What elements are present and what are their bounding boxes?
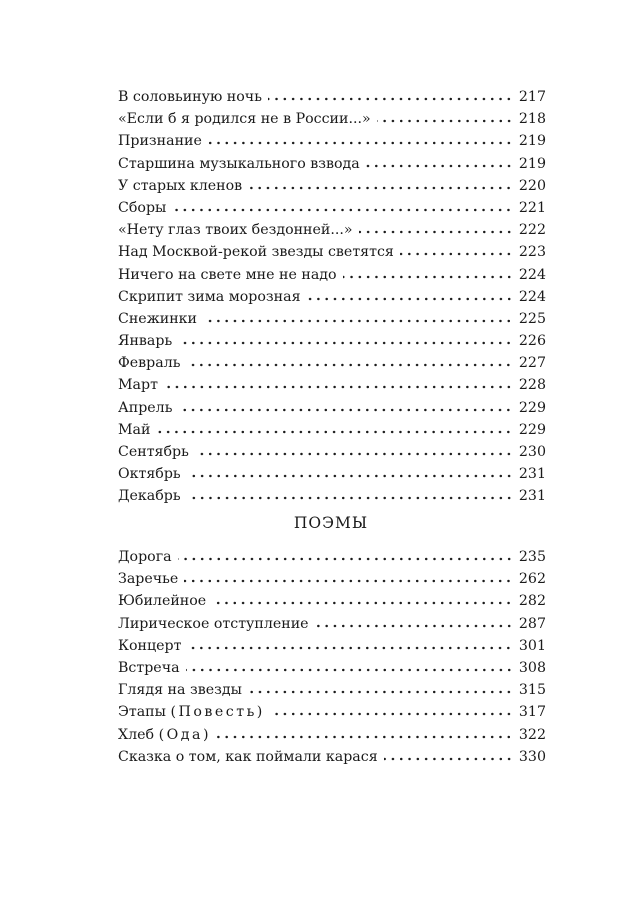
entry-title [118, 308, 203, 330]
toc-entry[interactable] [118, 175, 546, 197]
dot-leader [248, 186, 513, 190]
toc-entry[interactable] [118, 701, 546, 723]
page-number: 228 [518, 377, 546, 394]
toc-entry[interactable] [118, 130, 546, 152]
toc-entry[interactable] [118, 568, 546, 590]
toc-entry[interactable] [118, 590, 546, 612]
dot-leader [187, 496, 513, 500]
dot-leader [186, 363, 512, 367]
dot-leader [384, 757, 513, 761]
entry-title-text: Февраль [118, 355, 181, 372]
toc-entry[interactable] [118, 613, 546, 635]
dot-leader [187, 646, 512, 650]
toc-entry[interactable] [118, 219, 546, 241]
entry-title [118, 724, 217, 746]
entry-title-text: В соловьиную ночь [118, 89, 262, 105]
toc-entry[interactable] [118, 441, 546, 463]
entry-title [118, 197, 172, 219]
entry-title-text: Глядя на звезды [118, 682, 242, 699]
page-number: 235 [518, 549, 546, 565]
dot-leader [195, 452, 513, 456]
entry-title-text: У старых кленов [118, 177, 243, 194]
page-number: 222 [518, 222, 546, 239]
entry-title-text: Январь [118, 333, 173, 350]
page-number: 227 [518, 355, 546, 372]
entry-title-text: «Нету глаз твоих бездонней...» [118, 222, 353, 239]
dot-leader [212, 601, 513, 605]
entry-title [118, 419, 156, 441]
dot-leader [359, 230, 513, 234]
entry-title-text: Декабрь [118, 488, 181, 505]
entry-title [118, 613, 315, 635]
toc-entry[interactable] [118, 308, 546, 330]
page-number: 220 [518, 177, 546, 194]
toc-entry[interactable] [118, 397, 546, 419]
page-number: 225 [518, 310, 546, 327]
page-number: 322 [518, 726, 546, 743]
toc-entry[interactable] [118, 724, 546, 746]
page-number: 223 [518, 244, 546, 261]
dot-leader [271, 712, 513, 716]
entry-title [118, 635, 187, 657]
page-number: 287 [518, 615, 546, 632]
page-number: 315 [518, 682, 546, 699]
dot-leader [307, 297, 513, 301]
entry-title [118, 153, 366, 175]
page-number: 330 [518, 748, 546, 765]
entry-subtitle: (Повесть) [170, 704, 265, 721]
entry-title-text: Встреча [118, 659, 180, 676]
dot-leader [186, 668, 513, 672]
entry-title [118, 701, 271, 723]
page-number: 282 [518, 593, 546, 610]
entry-title [118, 374, 164, 396]
page-number: 219 [518, 133, 546, 150]
page-number: 308 [518, 659, 546, 676]
toc-entry[interactable] [118, 352, 546, 374]
toc-list-poems [118, 86, 546, 508]
dot-leader [178, 341, 513, 345]
entry-title [118, 546, 178, 568]
toc-entry[interactable] [118, 197, 546, 219]
entry-title [118, 568, 184, 590]
page-number: 231 [518, 466, 546, 483]
dot-leader [366, 164, 513, 168]
toc-entry[interactable] [118, 264, 546, 286]
entry-title-text: Признание [118, 133, 202, 150]
toc-entry[interactable] [118, 546, 546, 568]
entry-title [118, 657, 186, 679]
entry-title [118, 286, 307, 308]
entry-title [118, 86, 268, 108]
page-number: 226 [518, 333, 546, 350]
entry-title-text: Старшина музыкального взвода [118, 155, 360, 172]
section-heading: ПОЭМЫ [293, 514, 369, 532]
dot-leader [178, 408, 512, 412]
entry-title [118, 352, 186, 374]
entry-title-text: Сборы [118, 199, 167, 216]
dot-leader [315, 624, 513, 628]
entry-title-text: Сказка о том, как поймали карася [118, 748, 378, 765]
toc-entry[interactable] [118, 286, 546, 308]
toc-entry[interactable] [118, 485, 546, 507]
dot-leader [248, 690, 513, 694]
toc-entry[interactable] [118, 330, 546, 352]
dot-leader [208, 141, 513, 145]
entry-title [118, 330, 178, 352]
entry-title-text: Снежинки [118, 310, 197, 327]
entry-title-text: Этапы [118, 704, 166, 721]
entry-title-text: Хлеб [118, 726, 155, 743]
dot-leader [187, 474, 513, 478]
entry-title [118, 241, 400, 263]
toc-entry[interactable] [118, 153, 546, 175]
page-number: 317 [518, 704, 546, 721]
page-number: 221 [518, 199, 546, 216]
toc-list-long-poems [118, 546, 546, 768]
dot-leader [184, 579, 513, 583]
toc-entry[interactable] [118, 746, 546, 768]
toc-entry[interactable] [118, 635, 546, 657]
entry-title [118, 485, 187, 507]
entry-title-text: Заречье [118, 571, 179, 588]
dot-leader [178, 557, 513, 561]
dot-leader [172, 208, 513, 212]
entry-title [118, 679, 248, 701]
dot-leader [164, 385, 513, 389]
entry-title [118, 441, 195, 463]
entry-title [118, 219, 359, 241]
page-number: 217 [518, 89, 546, 105]
entry-title-text: Над Москвой-рекой звезды светятся [118, 244, 394, 261]
entry-title-text: Дорога [118, 549, 172, 565]
entry-title-text: Март [118, 377, 158, 394]
dot-leader [400, 252, 513, 256]
page-number: 229 [518, 421, 546, 438]
dot-leader [268, 97, 513, 101]
page-number: 231 [518, 488, 546, 505]
entry-title [118, 746, 384, 768]
dot-leader [343, 275, 513, 279]
page-number: 301 [518, 637, 546, 654]
entry-title-text: Май [118, 421, 151, 438]
page-number: 230 [518, 444, 546, 460]
toc-entry[interactable] [118, 679, 546, 701]
page-number: 229 [518, 399, 546, 416]
dot-leader [377, 119, 513, 123]
toc-entry[interactable] [118, 419, 546, 441]
entry-title [118, 108, 377, 130]
page-number: 219 [518, 155, 546, 172]
page-number: 218 [518, 111, 546, 128]
dot-leader [217, 735, 513, 739]
entry-title-text: Лирическое отступление [118, 615, 309, 632]
entry-title-text: Октябрь [118, 466, 181, 483]
entry-subtitle: (Ода) [158, 726, 211, 743]
entry-title-text: Сентябрь [118, 444, 189, 460]
toc-entry[interactable] [118, 657, 546, 679]
entry-title-text: «Если б я родился не в России...» [118, 111, 371, 128]
toc-entry[interactable] [118, 108, 546, 130]
toc-entry[interactable] [118, 241, 546, 263]
entry-title [118, 463, 187, 485]
toc-entry[interactable] [118, 374, 546, 396]
page-number: 262 [518, 571, 546, 588]
entry-title-text: Скрипит зима морозная [118, 288, 301, 305]
entry-title [118, 130, 208, 152]
page-number: 224 [518, 288, 546, 305]
entry-title [118, 264, 343, 286]
toc-entry[interactable] [118, 86, 546, 108]
entry-title [118, 175, 248, 197]
entry-title-text: Концерт [118, 637, 182, 654]
dot-leader [203, 319, 513, 323]
entry-title-text: Юбилейное [118, 593, 207, 610]
dot-leader [156, 430, 512, 434]
entry-title-text: Ничего на свете мне не надо [118, 266, 337, 283]
page-number: 224 [518, 266, 546, 283]
entry-title-text: Апрель [118, 399, 173, 416]
toc-entry[interactable] [118, 463, 546, 485]
entry-title [118, 397, 178, 419]
entry-title [118, 590, 212, 612]
